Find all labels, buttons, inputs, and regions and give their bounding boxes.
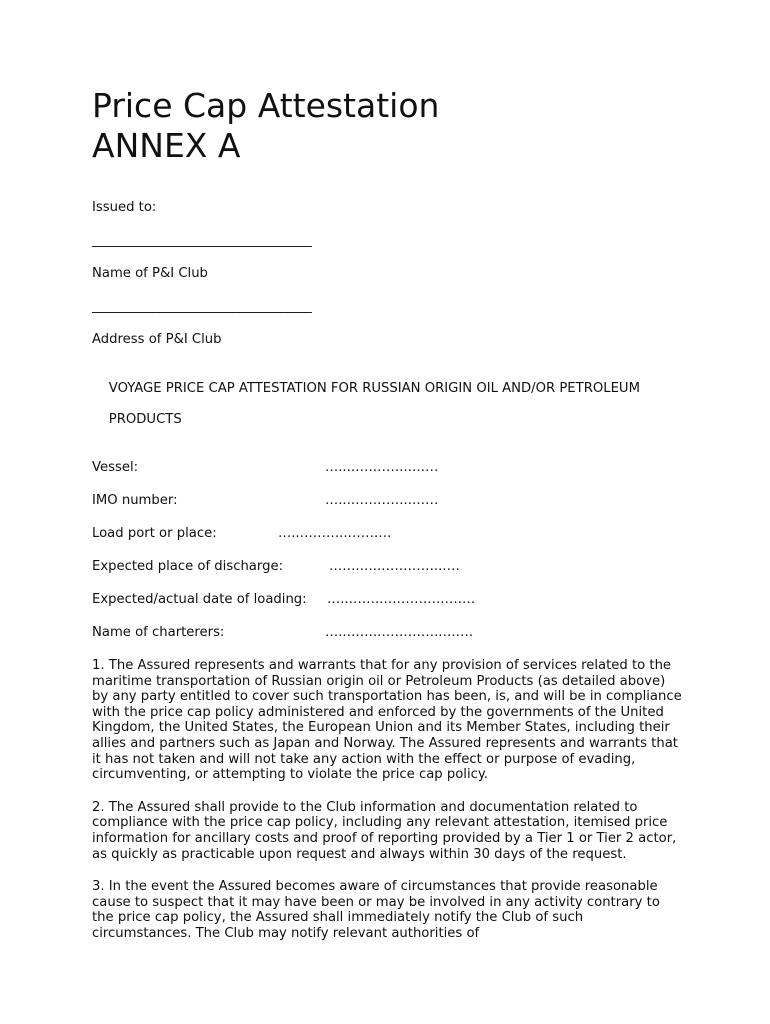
clause-paragraph-1: 1. The Assured represents and warrants that for any provision of services related to the maritime transportation of Russian origin oil or Petroleum Products (as detailed above) by any party entitled to cover such transportation has been, is, and will be in compliance with the price cap policy administered and enforced by the governments of the United Kingdom, the United States, the European Union and its Member States, including their allies and partners such as Japan and Norway. The Assured represents and warrants that it has not taken and will not take any action with the effect or purpose of evading, circumventing, or attempting to violate the price cap policy.	[92, 657, 682, 783]
field-dots: …...…………..……	[325, 492, 439, 508]
field-imo-number	[92, 493, 692, 509]
field-loading-date	[92, 592, 692, 608]
attestation-heading	[92, 365, 692, 443]
document-page	[92, 86, 692, 941]
title-line-2: ANNEX A	[92, 126, 241, 165]
field-dots: …….…..…………..….	[329, 558, 460, 574]
clause-paragraph-2: 2. The Assured shall provide to the Club information and documentation related to compliance with the price cap policy, including any relevant attestation, itemised price information for ancillary costs and proof of reporting provided by a Tier 1 or Tier 2 actor, as quickly as practicable upon request and always within 30 days of the request.	[92, 799, 677, 862]
field-dots: …..……..…………..…….	[327, 591, 476, 607]
pi-club-name-rule: ____________________________________	[92, 299, 312, 314]
field-expected-discharge	[92, 559, 692, 575]
field-dots: …..………..……….	[278, 525, 392, 541]
field-load-port	[92, 526, 692, 542]
field-label: Name of charterers:	[92, 624, 225, 640]
attestation-heading-line-2: PRODUCTS	[108, 411, 182, 427]
field-label: Vessel:	[92, 459, 139, 475]
title-line-1: Price Cap Attestation	[92, 86, 440, 125]
field-vessel	[92, 460, 692, 476]
issued-to-rule: ____________________________________	[92, 233, 312, 248]
field-dots: …...…………..……	[325, 459, 439, 475]
field-dots: …..……..…………..…….	[325, 624, 474, 640]
document-title	[92, 86, 692, 166]
field-label: IMO number:	[92, 492, 178, 508]
attestation-heading-line-1: VOYAGE PRICE CAP ATTESTATION FOR RUSSIAN ORIGIN OIL AND/OR PETROLEUM	[108, 380, 640, 396]
pi-club-address-label: Address of P&I Club	[92, 332, 222, 347]
field-charterers	[92, 625, 692, 641]
clause-paragraph-3: 3. In the event the Assured becomes aware of circumstances that provide reasonable cause to suspect that it may have been or may be involved in any activity contrary to the price cap policy, the Assured shall immediately notify the Club of such circumstances. The Club may notify relevant authorities of	[92, 879, 660, 941]
field-label: Load port or place:	[92, 525, 217, 541]
issued-to-label: Issued to:	[92, 200, 157, 215]
field-label: Expected/actual date of loading:	[92, 591, 307, 607]
pi-club-name-label: Name of P&I Club	[92, 266, 208, 281]
field-label: Expected place of discharge:	[92, 558, 284, 574]
